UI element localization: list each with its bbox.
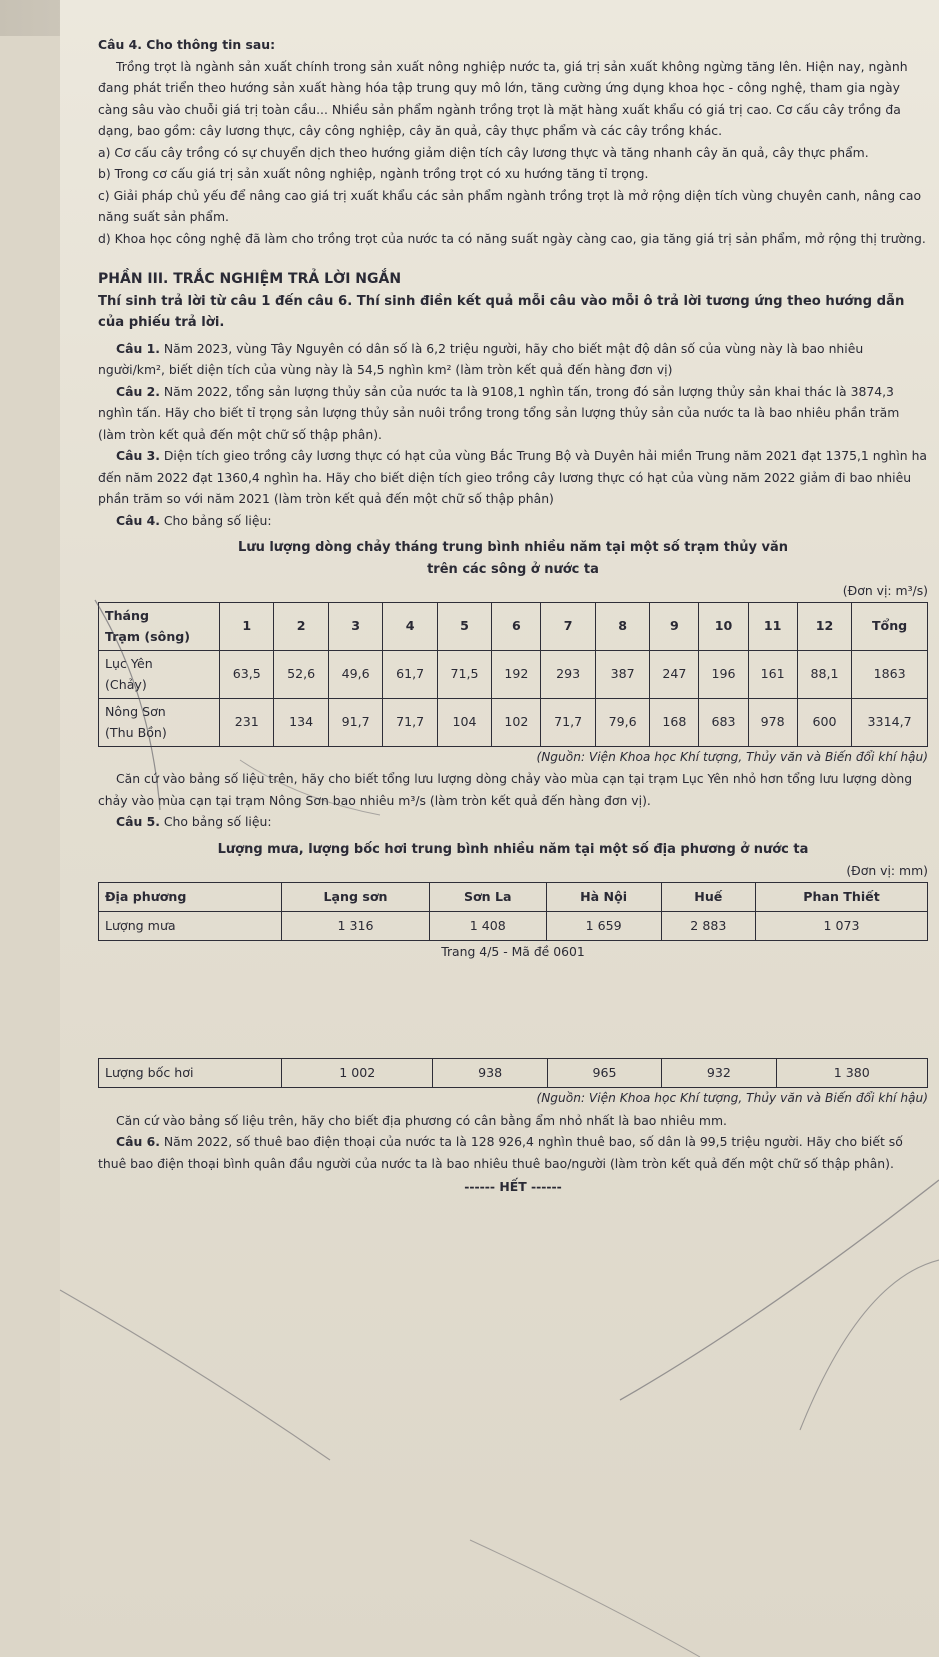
month-header: 8 (595, 602, 649, 650)
table5-title: Lượng mưa, lượng bốc hơi trung bình nhiều năm tại một số địa phương ở nước ta (217, 841, 809, 857)
flow-value: 293 (541, 650, 595, 698)
flow-value: 978 (748, 698, 797, 746)
evap-label: Lượng bốc hơi (99, 1059, 282, 1088)
q2-label: Câu 2. (116, 383, 160, 399)
flow-value: 683 (699, 698, 748, 746)
q4-intro-title: Câu 4. Cho thông tin sau: (98, 37, 276, 52)
month-header: 3 (328, 602, 382, 650)
evaporation-table (98, 1058, 928, 1088)
table-header-row (99, 602, 928, 650)
rain-value: 2 883 (661, 911, 755, 940)
total-header: Tổng (852, 602, 928, 650)
flow-value: 104 (437, 698, 491, 746)
part3-instruction: Thí sinh trả lời từ câu 1 đến câu 6. Thí sinh điền kết quả mỗi câu vào mỗi ô trả lời tương ứng theo hướng dẫn của phiếu trả lời. (98, 293, 905, 330)
q4-text: Cho bảng số liệu: (163, 512, 272, 528)
flow-value: 91,7 (328, 698, 382, 746)
evap-value: 938 (433, 1059, 547, 1088)
flow-value: 71,5 (437, 650, 491, 698)
flow-value: 52,6 (274, 650, 328, 698)
rainfall-table (98, 882, 928, 941)
table5-unit: (Đơn vị: mm) (846, 863, 928, 878)
month-header: 4 (383, 602, 437, 650)
station-cell (99, 698, 220, 746)
place-name: Hà Nội (546, 882, 661, 911)
corner-cell (99, 602, 220, 650)
table-row (99, 698, 928, 746)
flow-value: 102 (492, 698, 541, 746)
place-header: Địa phương (99, 882, 282, 911)
flow-value: 71,7 (541, 698, 595, 746)
table4-title-line2: trên các sông ở nước ta (427, 561, 599, 577)
page-footer: Trang 4/5 - Mã đề 0601 (441, 943, 585, 959)
river-name: (Chảy) (105, 677, 147, 692)
evap-value: 1 380 (776, 1059, 927, 1088)
evap-value: 965 (547, 1059, 661, 1088)
q1-label: Câu 1. (116, 340, 160, 356)
month-header: 12 (797, 602, 851, 650)
place-name: Sơn La (430, 882, 546, 911)
flow-value: 63,5 (220, 650, 274, 698)
end-marker: ------ HẾT ------ (464, 1179, 562, 1194)
place-name: Huế (661, 882, 755, 911)
flow-value: 231 (220, 698, 274, 746)
corner-bottom-label: Trạm (sông) (105, 629, 191, 644)
flow-value: 49,6 (328, 650, 382, 698)
q5-label: Câu 5. (116, 814, 160, 829)
rain-value: 1 316 (282, 911, 430, 940)
table-row (99, 650, 928, 698)
station-name: Lục Yên (105, 655, 153, 671)
flow-value: 134 (274, 698, 328, 746)
q3-text: Diện tích gieo trồng cây lương thực có hạt của vùng Bắc Trung Bộ và Duyên hải miền Trung năm 2021 đạt 1375,1 nghìn ha đến năm 2022 đạt 1360,4 nghìn ha. Hãy cho biết diện tích gieo trồng cây lương thực có hạt của vùng năm 2022 giảm đi bao nhiêu phần trăm so với năm 2021 (làm tròn kết quả đến một chữ số thập phân) (98, 448, 928, 506)
q2-text: Năm 2022, tổng sản lượng thủy sản của nước ta là 9108,1 nghìn tấn, trong đó sản lượng thủy sản khai thác là 3874,3 nghìn tấn. Hãy cho biết tỉ trọng sản lượng thủy sản nuôi trồng trong tổng sản lượng thủy sản của nước ta là bao nhiêu phần trăm (làm tròn kết quả đến một chữ số thập phân). (98, 383, 900, 442)
flow-value: 61,7 (383, 650, 437, 698)
month-header: 5 (437, 602, 491, 650)
streamflow-table (98, 602, 928, 747)
evap-value: 932 (662, 1059, 776, 1088)
month-header: 1 (220, 602, 274, 650)
q4-label: Câu 4. (116, 512, 160, 528)
flow-total: 1863 (852, 650, 928, 698)
corner-top-label: Tháng (105, 607, 150, 623)
flow-value: 88,1 (797, 650, 851, 698)
table-row (99, 911, 928, 940)
flow-value: 161 (748, 650, 797, 698)
month-header: 2 (274, 602, 328, 650)
place-name: Lạng sơn (282, 882, 430, 911)
evap-value: 1 002 (282, 1059, 433, 1088)
flow-value: 247 (650, 650, 699, 698)
month-header: 10 (699, 602, 748, 650)
q4-statement-d: d) Khoa học công nghệ đã làm cho trồng trọt của nước ta có năng suất ngày càng cao, gia tăng giá trị sản phẩm, mở rộng thị trường. (98, 230, 926, 246)
table-header-row (99, 882, 928, 911)
flow-value: 192 (492, 650, 541, 698)
q1-text: Năm 2023, vùng Tây Nguyên có dân số là 6,2 triệu người, hãy cho biết mật độ dân số của vùng này là bao nhiêu người/km², biết diện tích của vùng này là 54,5 nghìn km² (làm tròn kết quả đến hàng đơn vị) (98, 340, 864, 377)
flow-value: 600 (797, 698, 851, 746)
flow-total: 3314,7 (852, 698, 928, 746)
rain-value: 1 659 (546, 911, 661, 940)
q6-label: Câu 6. (116, 1134, 160, 1149)
month-header: 11 (748, 602, 797, 650)
station-cell (99, 650, 220, 698)
page-content (98, 34, 928, 1198)
part3-heading: PHẦN III. TRẮC NGHIỆM TRẢ LỜI NGẮN (98, 271, 402, 287)
month-header: 6 (492, 602, 541, 650)
station-name: Nông Sơn (105, 703, 166, 719)
table5-source: (Nguồn: Viện Khoa học Khí tượng, Thủy văn và Biến đổi khí hậu) (536, 1091, 928, 1105)
q5-question: Căn cứ vào bảng số liệu trên, hãy cho biết địa phương có cân bằng ẩm nhỏ nhất là bao nhiêu mm. (116, 1112, 727, 1128)
q5-text: Cho bảng số liệu: (163, 814, 272, 829)
flow-value: 79,6 (595, 698, 649, 746)
flow-value: 71,7 (383, 698, 437, 746)
table4-unit: (Đơn vị: m³/s) (842, 583, 928, 598)
q6-text: Năm 2022, số thuê bao điện thoại của nước ta là 128 926,4 nghìn thuê bao, số dân là 99,5 triệu người. Hãy cho biết số thuê bao điện thoại bình quân đầu người của nước ta là bao nhiêu thuê bao/người (làm tròn kết quả đến một chữ số thập phân). (98, 1134, 903, 1171)
q4-question: Căn cứ vào bảng số liệu trên, hãy cho biết tổng lưu lượng dòng chảy vào mùa cạn tại trạm Lục Yên nhỏ hơn tổng lưu lượng dòng chảy vào mùa cạn tại trạm Nông Sơn bao nhiêu m³/s (làm tròn kết quả đến hàng đơn vị). (98, 771, 913, 808)
q4-statement-a: a) Cơ cấu cây trồng có sự chuyển dịch theo hướng giảm diện tích cây lương thực và tăng nhanh cây ăn quả, cây thực phẩm. (98, 144, 869, 160)
table4-source: (Nguồn: Viện Khoa học Khí tượng, Thủy văn và Biến đổi khí hậu) (536, 749, 928, 764)
flow-value: 168 (650, 698, 699, 746)
place-name: Phan Thiết (755, 882, 927, 911)
flow-value: 387 (595, 650, 649, 698)
rain-value: 1 408 (430, 911, 546, 940)
q4-statement-b: b) Trong cơ cấu giá trị sản xuất nông nghiệp, ngành trồng trọt có xu hướng tăng tỉ trọng. (98, 166, 649, 181)
q4-intro-paragraph: Trồng trọt là ngành sản xuất chính trong sản xuất nông nghiệp nước ta, giá trị sản xuất không ngừng tăng lên. Hiện nay, ngành đang phát triển theo hướng sản xuất hàng hóa tập trung quy mô lớn, tăng cường ứng dụng khoa học - công nghệ, tham gia ngày càng sâu vào chuỗi giá trị toàn cầu... Nhiều sản phẩm ngành trồng trọt là mặt hàng xuất khẩu có giá trị cao. Cơ cấu cây trồng đa dạng, bao gồm: cây lương thực, cây công nghiệp, cây ăn quả, cây thực phẩm và các cây trồng khác. (98, 58, 908, 138)
rain-label: Lượng mưa (99, 911, 282, 940)
q4-statement-c: c) Giải pháp chủ yếu để nâng cao giá trị xuất khẩu các sản phẩm ngành trồng trọt là mở rộng diện tích vùng chuyên canh, nâng cao năng suất sản phẩm. (98, 187, 922, 224)
q3-label: Câu 3. (116, 448, 160, 463)
table-row (99, 1059, 928, 1088)
flow-value: 196 (699, 650, 748, 698)
month-header: 9 (650, 602, 699, 650)
rain-value: 1 073 (755, 911, 927, 940)
table4-title-line1: Lưu lượng dòng chảy tháng trung bình nhiều năm tại một số trạm thủy văn (238, 540, 788, 555)
month-header: 7 (541, 602, 595, 650)
page-gap (98, 962, 928, 1058)
river-name: (Thu Bồn) (105, 725, 167, 740)
